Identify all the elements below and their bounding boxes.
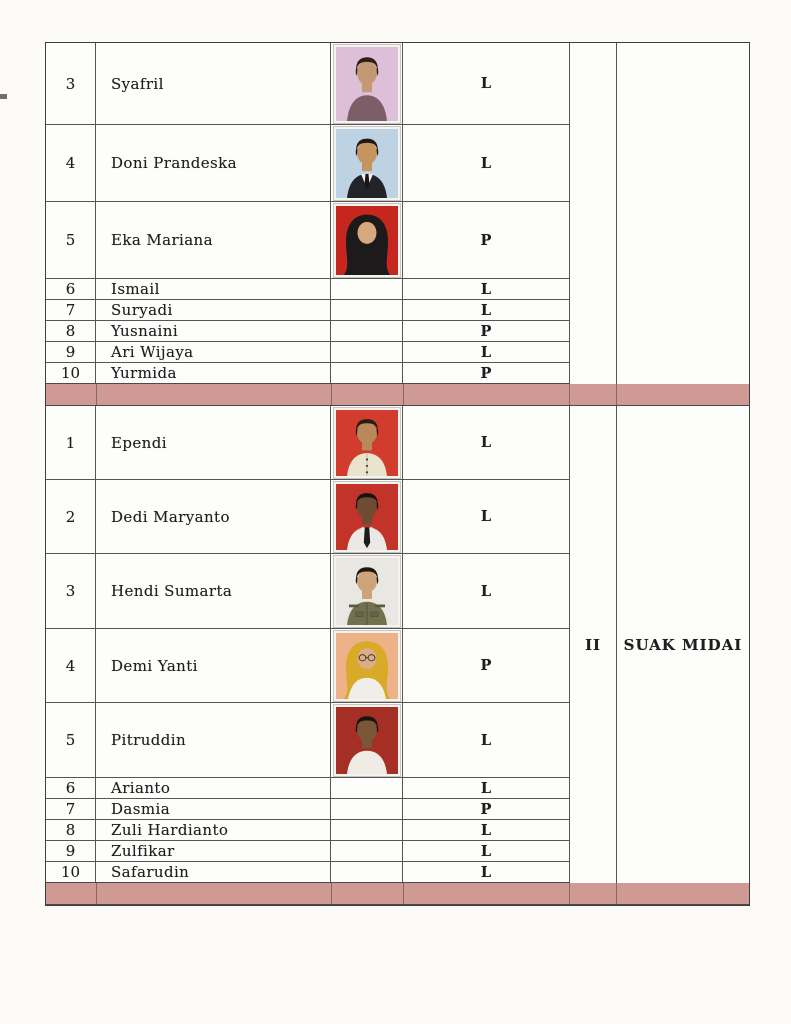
separator-band-divider [616, 384, 617, 405]
table-row [46, 321, 569, 342]
name-cell [96, 406, 331, 479]
person-name: Ependi [111, 433, 167, 452]
person-name: Syafril [111, 74, 164, 93]
portrait-photo-image [336, 707, 398, 774]
village-name-cell [616, 43, 749, 384]
row-number: 8 [65, 322, 76, 340]
name-cell [96, 480, 331, 553]
name-cell [96, 862, 331, 882]
person-name: Dedi Maryanto [111, 507, 230, 526]
gender-cell [403, 300, 569, 320]
gender-value: L [480, 863, 492, 881]
name-cell [96, 300, 331, 320]
person-name: Suryadi [111, 301, 173, 319]
table-row [46, 554, 569, 629]
row-number-cell [46, 862, 96, 882]
photo-cell [331, 841, 403, 861]
gender-value: P [480, 322, 492, 340]
gender-cell [403, 778, 569, 798]
row-number: 7 [65, 800, 76, 818]
gender-value: L [480, 301, 492, 319]
person-name: Yurmida [111, 364, 177, 382]
table-row [46, 363, 569, 384]
table-row [46, 480, 569, 554]
photo-cell [331, 406, 403, 479]
separator-band-divider [331, 883, 332, 904]
photo-frame [334, 127, 400, 200]
row-number-cell [46, 480, 96, 553]
group-number: II [585, 635, 601, 654]
row-number-cell [46, 43, 96, 124]
gender-cell [403, 406, 569, 479]
gender-value: P [480, 657, 492, 674]
row-number-cell [46, 799, 96, 819]
photo-frame [334, 45, 400, 123]
gender-cell [403, 703, 569, 777]
row-number-cell [46, 778, 96, 798]
gender-value: L [480, 343, 492, 361]
row-number: 9 [65, 343, 76, 361]
photo-cell [331, 629, 403, 702]
name-cell [96, 554, 331, 628]
row-number-cell [46, 703, 96, 777]
group-number-cell [569, 43, 616, 384]
person-name: Zuli Hardianto [111, 821, 229, 839]
row-number-cell [46, 363, 96, 383]
gender-cell [403, 820, 569, 840]
photo-cell [331, 778, 403, 798]
photo-frame [334, 482, 400, 552]
gender-cell [403, 202, 569, 278]
photo-cell [331, 363, 403, 383]
gender-cell [403, 342, 569, 362]
name-cell [96, 629, 331, 702]
village-name: SUAK MIDAI [623, 635, 743, 654]
portrait-photo-image [336, 47, 398, 121]
photo-cell [331, 202, 403, 278]
photo-cell [331, 279, 403, 299]
person-name: Dasmia [111, 800, 171, 818]
photo-cell [331, 480, 403, 553]
table-section [46, 43, 749, 384]
table-row [46, 629, 569, 703]
row-number: 8 [65, 821, 76, 839]
village-name-cell [616, 406, 749, 883]
separator-band-divider [331, 384, 332, 405]
photo-cell [331, 300, 403, 320]
group-number-cell [569, 406, 616, 883]
row-number: 6 [65, 779, 76, 797]
name-cell [96, 820, 331, 840]
row-number: 1 [65, 433, 76, 452]
name-cell [96, 279, 331, 299]
gender-value: L [480, 154, 492, 172]
row-number-cell [46, 406, 96, 479]
name-cell [96, 125, 331, 201]
person-name: Safarudin [111, 863, 190, 881]
photo-cell [331, 43, 403, 124]
person-name: Ari Wijaya [111, 343, 194, 361]
gender-value: L [480, 280, 492, 298]
separator-band-divider [616, 883, 617, 904]
gender-cell [403, 841, 569, 861]
portrait-photo-image [336, 558, 398, 625]
separator-band-divider [569, 883, 570, 904]
row-number-cell [46, 342, 96, 362]
gender-value: L [480, 842, 492, 860]
portrait-photo-image [336, 129, 398, 198]
person-name: Yusnaini [111, 322, 179, 340]
name-cell [96, 342, 331, 362]
row-number: 5 [65, 231, 76, 249]
row-number: 6 [65, 280, 76, 298]
photo-frame [334, 556, 400, 627]
table-row [46, 703, 569, 778]
gender-cell [403, 554, 569, 628]
table-row [46, 820, 569, 841]
table-row [46, 862, 569, 883]
row-number-cell [46, 321, 96, 341]
row-number: 2 [65, 507, 76, 526]
row-number: 4 [65, 154, 76, 172]
gender-cell [403, 629, 569, 702]
row-number-cell [46, 279, 96, 299]
row-number-cell [46, 554, 96, 628]
name-cell [96, 703, 331, 777]
rows-column [46, 43, 569, 384]
gender-cell [403, 125, 569, 201]
gender-value: L [480, 75, 492, 92]
table-row [46, 841, 569, 862]
photo-frame [334, 408, 400, 478]
photo-cell [331, 703, 403, 777]
photo-cell [331, 321, 403, 341]
gender-value: L [480, 821, 492, 839]
name-cell [96, 43, 331, 124]
separator-band-divider [96, 883, 97, 904]
separator-band [46, 384, 749, 406]
table-row [46, 202, 569, 279]
person-name: Pitruddin [111, 731, 187, 749]
person-name: Zulfikar [111, 842, 175, 860]
rows-column [46, 406, 569, 883]
separator-band-divider [96, 384, 97, 405]
table-row [46, 778, 569, 799]
photo-cell [331, 554, 403, 628]
photo-cell [331, 125, 403, 201]
gender-cell [403, 321, 569, 341]
attendance-table [45, 42, 750, 906]
gender-cell [403, 279, 569, 299]
name-cell [96, 778, 331, 798]
person-name: Doni Prandeska [111, 154, 237, 172]
table-row [46, 300, 569, 321]
gender-cell [403, 480, 569, 553]
separator-band [46, 883, 749, 905]
row-number: 9 [65, 842, 76, 860]
portrait-photo-image [336, 206, 398, 275]
photo-cell [331, 342, 403, 362]
row-number-cell [46, 629, 96, 702]
separator-band-divider [569, 384, 570, 405]
person-name: Eka Mariana [111, 231, 213, 249]
table-row [46, 279, 569, 300]
table-row [46, 342, 569, 363]
gender-cell [403, 799, 569, 819]
gender-value: L [480, 779, 492, 797]
gender-value: L [480, 582, 492, 600]
row-number: 3 [65, 582, 76, 600]
row-number: 7 [65, 301, 76, 319]
table-section [46, 406, 749, 883]
gender-cell [403, 363, 569, 383]
gender-value: L [480, 434, 492, 451]
row-number-cell [46, 125, 96, 201]
table-row [46, 799, 569, 820]
portrait-photo-image [336, 633, 398, 699]
gender-value: L [480, 731, 492, 749]
gender-value: L [480, 508, 492, 525]
gender-value: P [480, 231, 492, 249]
table-row [46, 125, 569, 202]
row-number-cell [46, 202, 96, 278]
name-cell [96, 202, 331, 278]
name-cell [96, 321, 331, 341]
photo-cell [331, 799, 403, 819]
gender-cell [403, 862, 569, 882]
row-number: 10 [60, 863, 81, 881]
person-name: Arianto [111, 779, 171, 797]
person-name: Hendi Sumarta [111, 582, 233, 600]
photo-frame [334, 631, 400, 701]
portrait-photo-image [336, 484, 398, 550]
table-row [46, 43, 569, 125]
name-cell [96, 799, 331, 819]
table-row [46, 406, 569, 480]
row-number: 10 [60, 364, 81, 382]
portrait-photo-image [336, 410, 398, 476]
photo-frame [334, 705, 400, 776]
photo-cell [331, 862, 403, 882]
row-number-cell [46, 300, 96, 320]
photo-cell [331, 820, 403, 840]
row-number: 5 [65, 731, 76, 749]
person-name: Ismail [111, 280, 160, 298]
row-number: 4 [65, 656, 76, 675]
gender-value: P [480, 364, 492, 382]
photo-frame [334, 204, 400, 277]
person-name: Demi Yanti [111, 656, 198, 675]
scan-artifact-mark [0, 94, 7, 99]
name-cell [96, 363, 331, 383]
gender-cell [403, 43, 569, 124]
row-number-cell [46, 841, 96, 861]
gender-value: P [480, 800, 492, 818]
separator-band-divider [403, 384, 404, 405]
separator-band-divider [403, 883, 404, 904]
row-number-cell [46, 820, 96, 840]
row-number: 3 [65, 74, 76, 93]
name-cell [96, 841, 331, 861]
